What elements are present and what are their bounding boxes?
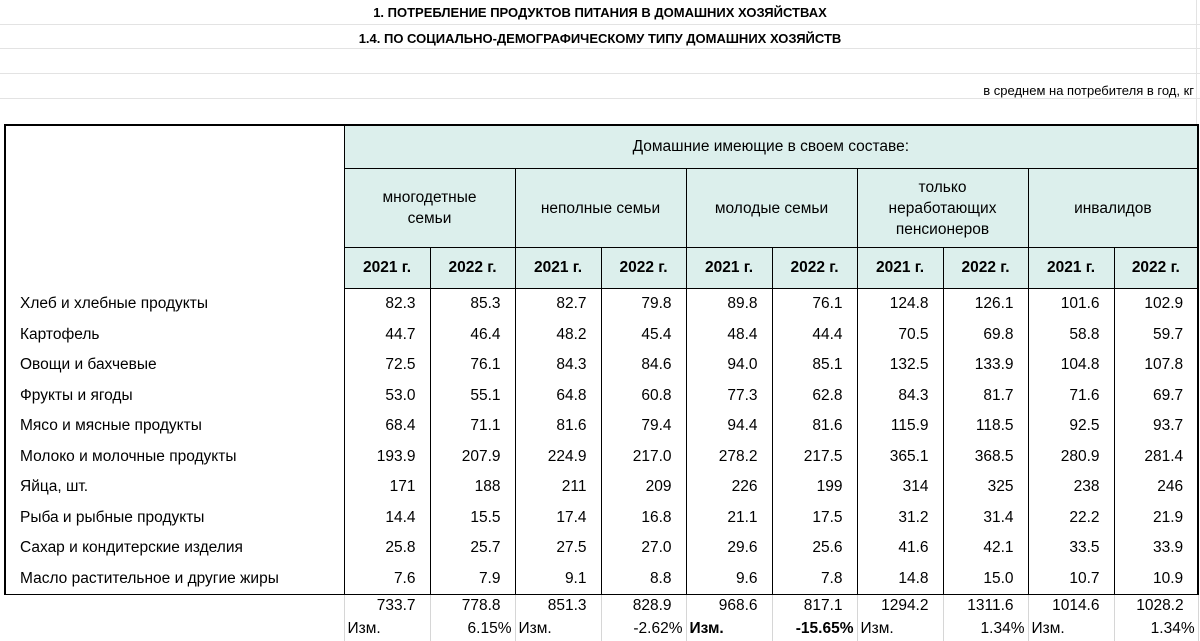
table-row	[5, 564, 1198, 595]
value-cell: 102.9	[1114, 289, 1198, 320]
value-cell: 226	[686, 472, 772, 503]
value-cell: 94.4	[686, 411, 772, 442]
value-cell: 79.4	[601, 411, 686, 442]
value-cell: 92.5	[1028, 411, 1114, 442]
value-cell: 70.5	[857, 320, 943, 351]
value-cell: 209	[601, 472, 686, 503]
value-cell: 104.8	[1028, 350, 1114, 381]
year-header: 2021 г.	[686, 248, 772, 289]
value-cell: 82.7	[515, 289, 601, 320]
value-cell: 85.3	[430, 289, 515, 320]
value-cell: 314	[857, 472, 943, 503]
value-cell: 64.8	[515, 381, 601, 412]
value-cell: 207.9	[430, 442, 515, 473]
value-cell: 9.1	[515, 564, 601, 595]
value-cell: 22.2	[1028, 503, 1114, 534]
value-cell: 17.4	[515, 503, 601, 534]
value-cell: 76.1	[430, 350, 515, 381]
table-row	[5, 350, 1198, 381]
value-cell: 55.1	[430, 381, 515, 412]
value-cell: 84.3	[515, 350, 601, 381]
value-cell: 15.0	[943, 564, 1028, 595]
value-cell: 81.6	[772, 411, 857, 442]
value-cell: 84.6	[601, 350, 686, 381]
change-label: Изм.	[344, 617, 430, 641]
value-cell: 188	[430, 472, 515, 503]
year-header: 2022 г.	[1114, 248, 1198, 289]
row-label: Хлеб и хлебные продукты	[5, 289, 344, 320]
table-row	[5, 411, 1198, 442]
total-cell: 817.1	[772, 595, 857, 618]
value-cell: 41.6	[857, 533, 943, 564]
data-rows	[5, 289, 1198, 595]
changes-row	[5, 617, 1198, 641]
value-cell: 171	[344, 472, 430, 503]
value-cell: 133.9	[943, 350, 1028, 381]
row-label: Овощи и бахчевые	[5, 350, 344, 381]
change-label: Изм.	[857, 617, 943, 641]
value-cell: 7.6	[344, 564, 430, 595]
value-cell: 21.1	[686, 503, 772, 534]
value-cell: 115.9	[857, 411, 943, 442]
total-cell: 1028.2	[1114, 595, 1198, 618]
table-row	[5, 503, 1198, 534]
change-label: Изм.	[686, 617, 772, 641]
value-cell: 59.7	[1114, 320, 1198, 351]
value-cell: 132.5	[857, 350, 943, 381]
value-cell: 238	[1028, 472, 1114, 503]
value-cell: 27.5	[515, 533, 601, 564]
table-row	[5, 533, 1198, 564]
value-cell: 48.2	[515, 320, 601, 351]
value-cell: 42.1	[943, 533, 1028, 564]
value-cell: 82.3	[344, 289, 430, 320]
year-header: 2021 г.	[857, 248, 943, 289]
row-label: Рыба и рыбные продукты	[5, 503, 344, 534]
value-cell: 193.9	[344, 442, 430, 473]
total-cell: 1014.6	[1028, 595, 1114, 618]
value-cell: 71.1	[430, 411, 515, 442]
value-cell: 69.8	[943, 320, 1028, 351]
changes-label-blank	[5, 617, 344, 641]
table-row	[5, 289, 1198, 320]
value-cell: 60.8	[601, 381, 686, 412]
value-cell: 81.6	[515, 411, 601, 442]
value-cell: 84.3	[857, 381, 943, 412]
unit-note: в среднем на потребителя в год, кг	[983, 83, 1194, 98]
title-line-1: 1. ПОТРЕБЛЕНИЕ ПРОДУКТОВ ПИТАНИЯ В ДОМАШНИХ ХОЗЯЙСТВАХ	[373, 5, 827, 20]
total-cell: 1294.2	[857, 595, 943, 618]
change-value: -2.62%	[601, 617, 686, 641]
value-cell: 107.8	[1114, 350, 1198, 381]
group-header: только неработающих пенсионеров	[857, 169, 1028, 248]
row-label: Сахар и кондитерские изделия	[5, 533, 344, 564]
value-cell: 72.5	[344, 350, 430, 381]
value-cell: 94.0	[686, 350, 772, 381]
value-cell: 217.0	[601, 442, 686, 473]
row-label: Мясо и мясные продукты	[5, 411, 344, 442]
value-cell: 25.7	[430, 533, 515, 564]
value-cell: 126.1	[943, 289, 1028, 320]
value-cell: 280.9	[1028, 442, 1114, 473]
value-cell: 14.8	[857, 564, 943, 595]
value-cell: 7.8	[772, 564, 857, 595]
change-value: -15.65%	[772, 617, 857, 641]
change-label: Изм.	[515, 617, 601, 641]
totals-row	[5, 595, 1198, 618]
value-cell: 44.4	[772, 320, 857, 351]
value-cell: 46.4	[430, 320, 515, 351]
change-label: Изм.	[1028, 617, 1114, 641]
value-cell: 246	[1114, 472, 1198, 503]
header-group: Домашние имеющие в своем составе:	[344, 125, 1198, 169]
table-row	[5, 442, 1198, 473]
value-cell: 76.1	[772, 289, 857, 320]
totals-label-blank	[5, 595, 344, 618]
value-cell: 85.1	[772, 350, 857, 381]
value-cell: 68.4	[344, 411, 430, 442]
total-cell: 778.8	[430, 595, 515, 618]
title-line-2: 1.4. ПО СОЦИАЛЬНО-ДЕМОГРАФИЧЕСКОМУ ТИПУ ДОМАШНИХ ХОЗЯЙСТВ	[358, 31, 842, 46]
group-header: молодые семьи	[686, 169, 857, 248]
group-header: многодетные семьи	[344, 169, 515, 248]
value-cell: 25.8	[344, 533, 430, 564]
value-cell: 29.6	[686, 533, 772, 564]
change-value: 1.34%	[943, 617, 1028, 641]
row-label: Молоко и молочные продукты	[5, 442, 344, 473]
value-cell: 8.8	[601, 564, 686, 595]
table-row	[5, 381, 1198, 412]
value-cell: 48.4	[686, 320, 772, 351]
row-label: Картофель	[5, 320, 344, 351]
value-cell: 79.8	[601, 289, 686, 320]
value-cell: 15.5	[430, 503, 515, 534]
value-cell: 7.9	[430, 564, 515, 595]
value-cell: 27.0	[601, 533, 686, 564]
value-cell: 14.4	[344, 503, 430, 534]
total-cell: 851.3	[515, 595, 601, 618]
value-cell: 118.5	[943, 411, 1028, 442]
value-cell: 62.8	[772, 381, 857, 412]
value-cell: 33.9	[1114, 533, 1198, 564]
value-cell: 124.8	[857, 289, 943, 320]
value-cell: 89.8	[686, 289, 772, 320]
value-cell: 21.9	[1114, 503, 1198, 534]
value-cell: 17.5	[772, 503, 857, 534]
value-cell: 199	[772, 472, 857, 503]
value-cell: 71.6	[1028, 381, 1114, 412]
year-header: 2021 г.	[1028, 248, 1114, 289]
table-row	[5, 472, 1198, 503]
row-label: Фрукты и ягоды	[5, 381, 344, 412]
value-cell: 211	[515, 472, 601, 503]
row-label: Масло растительное и другие жиры	[5, 564, 344, 595]
value-cell: 224.9	[515, 442, 601, 473]
value-cell: 33.5	[1028, 533, 1114, 564]
value-cell: 81.7	[943, 381, 1028, 412]
value-cell: 101.6	[1028, 289, 1114, 320]
table-row	[5, 320, 1198, 351]
year-header: 2022 г.	[601, 248, 686, 289]
value-cell: 368.5	[943, 442, 1028, 473]
value-cell: 44.7	[344, 320, 430, 351]
value-cell: 9.6	[686, 564, 772, 595]
year-header: 2021 г.	[344, 248, 430, 289]
value-cell: 10.7	[1028, 564, 1114, 595]
consumption-table	[4, 124, 1199, 641]
total-cell: 828.9	[601, 595, 686, 618]
value-cell: 278.2	[686, 442, 772, 473]
value-cell: 217.5	[772, 442, 857, 473]
change-value: 1.34%	[1114, 617, 1198, 641]
year-header: 2022 г.	[430, 248, 515, 289]
value-cell: 45.4	[601, 320, 686, 351]
change-value: 6.15%	[430, 617, 515, 641]
value-cell: 365.1	[857, 442, 943, 473]
group-header: неполные семьи	[515, 169, 686, 248]
year-header: 2022 г.	[772, 248, 857, 289]
value-cell: 16.8	[601, 503, 686, 534]
row-label-header	[5, 125, 344, 289]
value-cell: 53.0	[344, 381, 430, 412]
value-cell: 69.7	[1114, 381, 1198, 412]
year-header: 2022 г.	[943, 248, 1028, 289]
value-cell: 10.9	[1114, 564, 1198, 595]
year-header: 2021 г.	[515, 248, 601, 289]
value-cell: 25.6	[772, 533, 857, 564]
total-cell: 1311.6	[943, 595, 1028, 618]
value-cell: 31.2	[857, 503, 943, 534]
total-cell: 733.7	[344, 595, 430, 618]
value-cell: 93.7	[1114, 411, 1198, 442]
value-cell: 325	[943, 472, 1028, 503]
value-cell: 31.4	[943, 503, 1028, 534]
total-cell: 968.6	[686, 595, 772, 618]
value-cell: 77.3	[686, 381, 772, 412]
row-label: Яйца, шт.	[5, 472, 344, 503]
group-header: инвалидов	[1028, 169, 1198, 248]
value-cell: 58.8	[1028, 320, 1114, 351]
value-cell: 281.4	[1114, 442, 1198, 473]
